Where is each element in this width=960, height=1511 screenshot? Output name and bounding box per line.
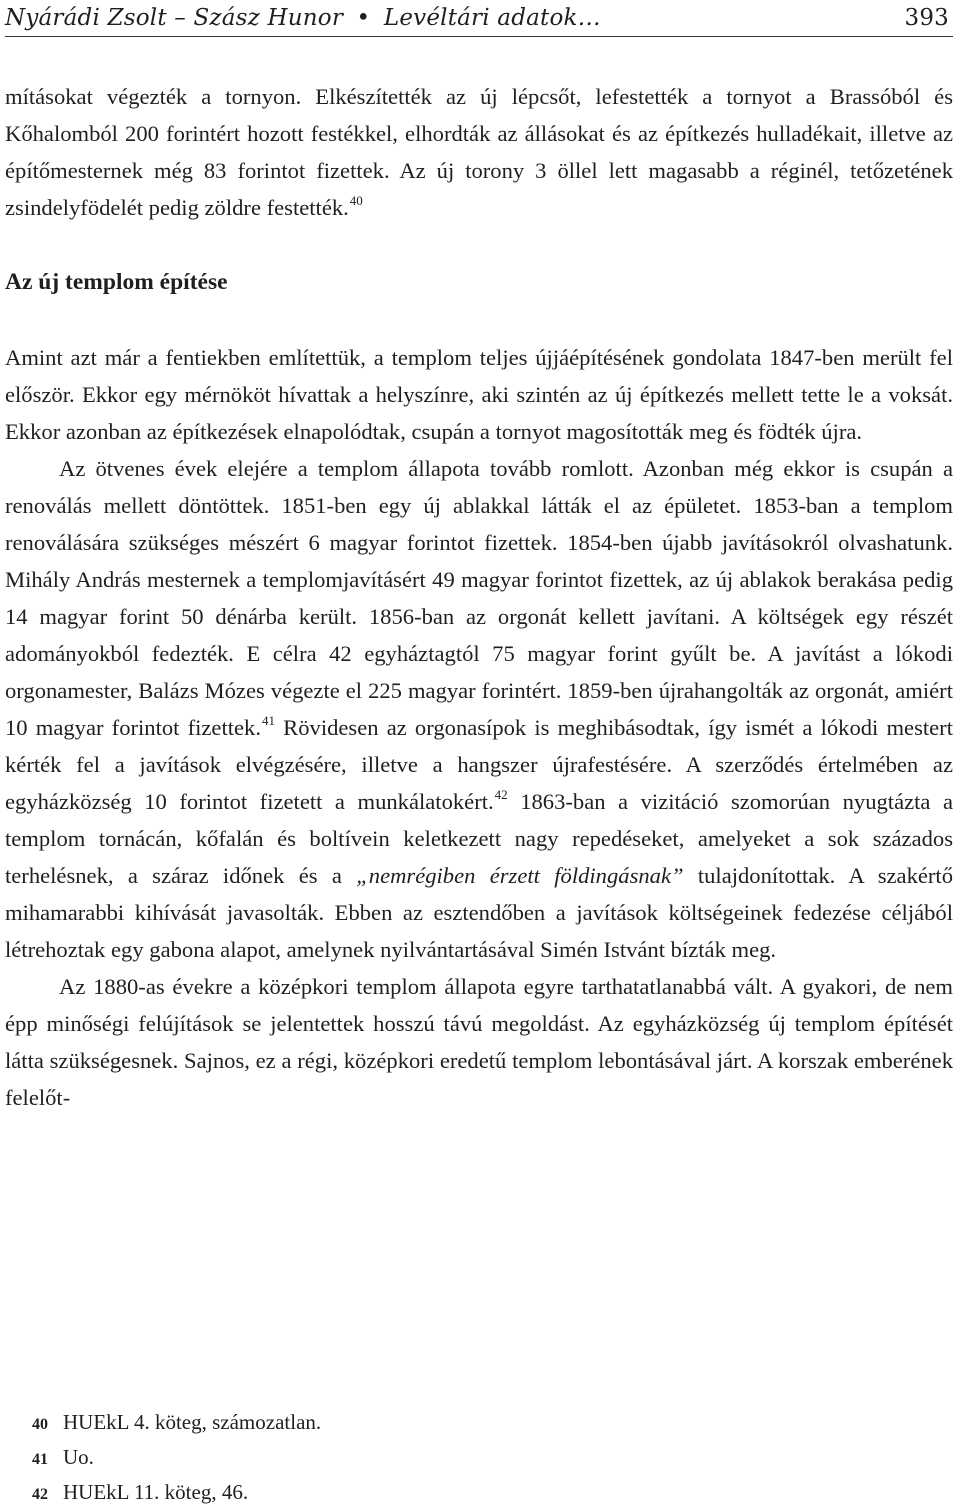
footnote-ref-41[interactable]: 41 xyxy=(262,713,275,729)
paragraph-2: Amint azt már a fentiekben említettük, a templom teljes újjáépítésének gondolata 1847-ben merült fel először. Ekkor egy mérnököt hívattak a helyszínre, aki szintén az új építkezés mellett tette le a voksát. Ekkor azonban az építkezések elnapolódtak, csupán a tornyot magosították meg és födték újra. xyxy=(5,345,953,444)
footnote-number: 42 xyxy=(32,1486,48,1503)
paragraph-3-quote: „nemrégiben érzett földingásnak” xyxy=(356,863,684,888)
footnote-ref-40[interactable]: 40 xyxy=(349,193,363,209)
page xyxy=(5,0,953,1502)
paragraph-3-text-c: 1863-ban a vizitáció szomorúan nyugtázta a templom tornácán, kőfalán és boltívein keletkezett nagy repedéseket, amelyeket a sok százados terhelésnek, a száraz időnek és a xyxy=(5,789,954,888)
footnote-text: HUEkL 11. köteg, 46. xyxy=(63,1480,249,1504)
running-head xyxy=(5,0,953,37)
body-text xyxy=(5,78,953,1116)
page-number: 393 xyxy=(904,5,949,31)
footnote-number: 40 xyxy=(32,1416,48,1433)
paragraph-3 xyxy=(5,450,953,968)
footnote-42 xyxy=(32,1476,932,1511)
footnote-41 xyxy=(32,1441,932,1476)
footnote-ref-42[interactable]: 42 xyxy=(494,787,508,803)
paragraph-3-text-a: Az ötvenes évek elejére a templom állapota tovább romlott. Azonban még ekkor is csupán a renoválás mellett döntöttek. 1851-ben egy új ablakkal látták el az épületet. 1853-ban a templom renoválására szükséges mészért 6 magyar forintot fizettek. 1854-ben újabb javításokról olvashatunk. Mihály András mesternek a templomjavításért 49 magyar forintot fizettek, az új ablakok berakása pedig 14 magyar forint 50 dénárba került. 1856-ban az orgonát kellett javítani. A költségek egy részét adományokból fedezték. E célra 42 egyháztagtól 75 magyar forint gyűlt be. A javítást a lókodi orgonamester, Balázs Mózes végezte el 225 magyar forintért. 1859-ben újrahangolták az orgonát, amiért 10 magyar forintot fizettek. xyxy=(5,456,953,740)
header-authors: Nyárádi Zsolt – Szász Hunor xyxy=(5,5,344,31)
paragraph-3-text-d: tulajdonítottak. A szakértő mihamarabbi kihívását javasolták. Ebben az esztendőben a javítások költségeinek fedezése céljából létrehoztak egy gabona alapot, amelynek nyilvántartásával Simén Istvánt bízták meg. xyxy=(5,863,954,962)
paragraph-4: Az 1880-as évekre a középkori templom állapota egyre tarthatatlanabbá vált. A gyakori, de nem épp minőségi felújítások se jelentettek hosszú távú megoldást. Az egyházközség új templom építését látta szükségesnek. Sajnos, ez a régi, középkori eredetű templom lebontásával járt. A korszak emberének felelőt- xyxy=(5,974,953,1110)
footnotes xyxy=(32,1406,932,1511)
paragraph-1-text: mításokat végezték a tornyon. Elkészítették az új lépcsőt, lefestették a tornyot a Brassóból és Kőhalomból 200 forintért hozott festékkel, elhordták az állásokat és az építkezés hulladékait, illetve az építőmesternek még 83 forintot fizettek. Az új torony 3 öllel lett magasabb a réginél, tetőzetének zsindelyfödelét pedig zöldre festették. xyxy=(5,84,953,220)
header-separator: • xyxy=(356,5,371,31)
footnote-number: 41 xyxy=(32,1451,48,1468)
running-head-left xyxy=(5,0,601,36)
footnote-text: Uo. xyxy=(63,1445,94,1469)
paragraph-1 xyxy=(5,78,953,226)
paragraph-3-text-b: Rövidesen az orgonasípok is meghibásodtak, így ismét a lókodi mestert kérték fel a javítások elvégzésére, illetve a hangszer újrafestésére. A szerződés értelmében az egyházközség 10 forintot fizetett a munkálatokért. xyxy=(5,715,953,814)
footnote-text: HUEkL 4. köteg, számozatlan. xyxy=(63,1410,322,1434)
section-title: Az új templom építése xyxy=(5,269,228,295)
header-title: Levéltári adatok… xyxy=(383,5,601,31)
footnote-40 xyxy=(32,1406,932,1441)
